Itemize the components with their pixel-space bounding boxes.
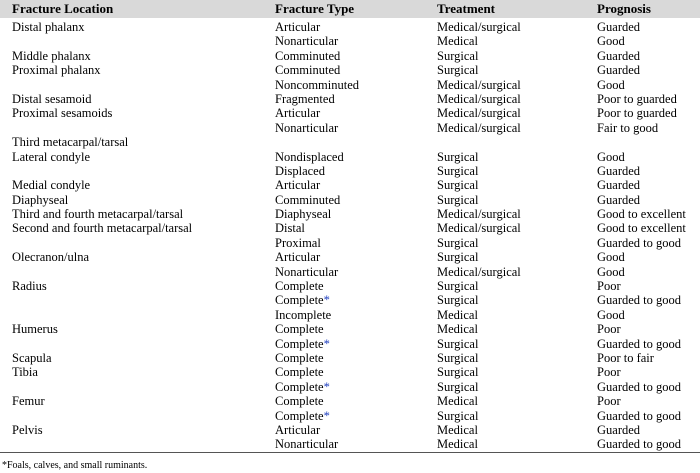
cell-treatment xyxy=(437,293,478,307)
cell-prognosis xyxy=(597,193,640,207)
cell-treatment-text: Medical/surgical xyxy=(437,20,521,34)
cell-treatment xyxy=(437,63,478,77)
table-row xyxy=(0,236,700,250)
cell-treatment-text: Surgical xyxy=(437,48,479,63)
cell-fracture-type-text: Complete xyxy=(275,279,324,294)
cell-treatment xyxy=(437,221,521,235)
cell-fracture-type-text: Comminuted xyxy=(275,192,341,207)
cell-prognosis-text: Poor xyxy=(597,394,621,409)
cell-treatment xyxy=(437,423,478,437)
cell-fracture-type xyxy=(275,236,321,250)
footnote-reference-marker: * xyxy=(323,293,330,308)
cell-fracture-location-text: Tibia xyxy=(12,365,38,380)
cell-prognosis-text: Guarded to good xyxy=(597,336,682,351)
cell-fracture-location xyxy=(12,135,128,149)
table-row xyxy=(0,193,700,207)
cell-fracture-type xyxy=(275,78,359,92)
cell-treatment xyxy=(437,193,478,207)
cell-treatment xyxy=(437,351,478,365)
cell-fracture-location xyxy=(12,351,52,365)
cell-prognosis-text: Good xyxy=(597,264,625,279)
cell-prognosis xyxy=(597,351,654,365)
cell-fracture-location xyxy=(12,221,192,235)
table-row xyxy=(0,78,700,92)
cell-fracture-location xyxy=(12,423,43,437)
footnote-marker: * xyxy=(2,460,7,471)
cell-fracture-type-text: Complete xyxy=(275,365,324,380)
cell-prognosis xyxy=(597,92,677,106)
cell-fracture-location xyxy=(12,322,58,336)
cell-treatment xyxy=(437,207,521,221)
cell-fracture-type xyxy=(275,92,335,106)
cell-prognosis-text: Guarded to good xyxy=(597,379,682,394)
cell-prognosis xyxy=(597,221,686,235)
cell-treatment-text: Surgical xyxy=(437,178,479,193)
cell-prognosis-text: Poor xyxy=(597,322,621,337)
cell-treatment-text: Medical xyxy=(437,437,478,452)
cell-treatment xyxy=(437,121,521,135)
cell-fracture-location-text: Proximal phalanx xyxy=(12,63,101,78)
cell-treatment xyxy=(437,49,478,63)
cell-fracture-type xyxy=(275,279,324,293)
cell-fracture-type-text: Nonarticular xyxy=(275,264,339,279)
cell-fracture-type xyxy=(275,293,330,307)
cell-fracture-type xyxy=(275,20,320,34)
cell-fracture-location-text: Distal sesamoid xyxy=(12,91,92,106)
cell-treatment-text: Medical xyxy=(437,322,478,337)
cell-treatment-text: Surgical xyxy=(437,336,479,351)
table-row xyxy=(0,106,700,120)
cell-treatment-text: Surgical xyxy=(437,63,479,78)
cell-treatment-text: Medical/surgical xyxy=(437,264,521,279)
cell-treatment-text: Medical xyxy=(437,394,478,409)
cell-fracture-location-text: Femur xyxy=(12,394,45,409)
cell-prognosis xyxy=(597,423,640,437)
cell-fracture-type xyxy=(275,394,324,408)
cell-treatment-text: Surgical xyxy=(437,293,479,308)
cell-prognosis xyxy=(597,164,640,178)
table-row xyxy=(0,178,700,192)
cell-prognosis xyxy=(597,409,681,423)
cell-fracture-type-text: Articular xyxy=(275,20,321,34)
cell-fracture-location xyxy=(12,92,92,106)
table-bottom-rule xyxy=(0,452,700,453)
cell-fracture-type xyxy=(275,380,330,394)
cell-fracture-type-text: Complete xyxy=(275,379,324,394)
cell-fracture-location-text: Third and fourth metacarpal/tarsal xyxy=(12,207,184,222)
cell-fracture-type-text: Displaced xyxy=(275,163,325,178)
cell-prognosis-text: Good to excellent xyxy=(597,207,686,222)
cell-fracture-location xyxy=(12,365,38,379)
table-row xyxy=(0,20,700,34)
cell-prognosis-text: Guarded to good xyxy=(597,235,682,250)
cell-prognosis-text: Poor to guarded xyxy=(597,91,677,106)
cell-prognosis-text: Guarded to good xyxy=(597,437,682,452)
cell-fracture-type-text: Nonarticular xyxy=(275,437,339,452)
cell-treatment-text: Surgical xyxy=(437,408,479,423)
cell-treatment xyxy=(437,250,478,264)
cell-fracture-type xyxy=(275,423,320,437)
cell-prognosis-text: Guarded xyxy=(597,20,641,34)
footnote-text: Foals, calves, and small ruminants. xyxy=(7,460,148,471)
cell-prognosis-text: Good xyxy=(597,34,625,49)
table-row xyxy=(0,121,700,135)
cell-prognosis-text: Poor xyxy=(597,365,621,380)
header-treatment: Treatment xyxy=(437,1,495,16)
cell-fracture-type-text: Complete xyxy=(275,322,324,337)
table-row xyxy=(0,322,700,336)
cell-prognosis-text: Guarded xyxy=(597,178,641,193)
cell-treatment xyxy=(437,236,478,250)
cell-fracture-location-text: Third metacarpal/tarsal xyxy=(12,135,129,150)
cell-prognosis-text: Poor to fair xyxy=(597,350,654,365)
cell-treatment xyxy=(437,322,478,336)
table-row xyxy=(0,150,700,164)
cell-fracture-location xyxy=(12,207,183,221)
cell-treatment-text: Surgical xyxy=(437,350,479,365)
table-row xyxy=(0,135,700,149)
cell-prognosis xyxy=(597,365,621,379)
cell-fracture-type xyxy=(275,265,338,279)
cell-fracture-type-text: Proximal xyxy=(275,235,321,250)
cell-prognosis xyxy=(597,293,681,307)
cell-prognosis-text: Guarded xyxy=(597,48,641,63)
cell-fracture-type-text: Complete xyxy=(275,350,324,365)
table-row xyxy=(0,164,700,178)
cell-prognosis-text: Good to excellent xyxy=(597,221,686,236)
cell-fracture-location-text: Lateral condyle xyxy=(12,149,91,164)
header-fracture-type: Fracture Type xyxy=(275,1,355,16)
cell-prognosis-text: Fair to good xyxy=(597,120,659,135)
table-row xyxy=(0,394,700,408)
table-row xyxy=(0,437,700,451)
footnote-reference-marker: * xyxy=(323,408,330,423)
cell-prognosis-text: Guarded xyxy=(597,422,641,437)
cell-prognosis xyxy=(597,250,625,264)
cell-fracture-type-text: Comminuted xyxy=(275,63,341,78)
cell-fracture-location-text: Second and fourth metacarpal/tarsal xyxy=(12,221,193,236)
cell-prognosis xyxy=(597,322,621,336)
table-row xyxy=(0,207,700,221)
table-row xyxy=(0,337,700,351)
table-row xyxy=(0,279,700,293)
cell-fracture-type-text: Complete xyxy=(275,336,324,351)
cell-prognosis xyxy=(597,394,621,408)
cell-treatment-text: Medical/surgical xyxy=(437,207,521,222)
cell-prognosis-text: Poor to guarded xyxy=(597,106,677,121)
cell-treatment-text: Medical xyxy=(437,307,478,322)
cell-treatment xyxy=(437,308,478,322)
cell-fracture-location-text: Proximal sesamoids xyxy=(12,106,113,121)
cell-fracture-type-text: Articular xyxy=(275,250,321,265)
cell-fracture-type-text: Nonarticular xyxy=(275,120,339,135)
table-row xyxy=(0,365,700,379)
cell-fracture-location xyxy=(12,394,45,408)
cell-fracture-location-text: Olecranon/ulna xyxy=(12,250,90,265)
table-header xyxy=(0,0,700,18)
cell-fracture-type xyxy=(275,193,340,207)
header-prognosis: Prognosis xyxy=(597,1,651,16)
cell-fracture-type xyxy=(275,106,320,120)
table-row xyxy=(0,380,700,394)
cell-treatment-text: Surgical xyxy=(437,149,479,164)
cell-prognosis xyxy=(597,380,681,394)
cell-treatment-text: Medical/surgical xyxy=(437,106,521,121)
cell-fracture-type xyxy=(275,207,331,221)
cell-fracture-type-text: Diaphyseal xyxy=(275,207,332,222)
cell-fracture-type xyxy=(275,409,330,423)
cell-fracture-type xyxy=(275,308,331,322)
cell-fracture-location-text: Middle phalanx xyxy=(12,48,91,63)
cell-treatment xyxy=(437,380,478,394)
cell-fracture-type-text: Fragmented xyxy=(275,91,335,106)
cell-prognosis xyxy=(597,236,681,250)
table-row xyxy=(0,250,700,264)
cell-treatment xyxy=(437,365,478,379)
table-row xyxy=(0,308,700,322)
cell-fracture-location-text: Medial condyle xyxy=(12,178,91,193)
cell-treatment xyxy=(437,409,478,423)
cell-treatment-text: Surgical xyxy=(437,365,479,380)
cell-treatment-text: Medical/surgical xyxy=(437,77,521,92)
cell-fracture-type-text: Nondisplaced xyxy=(275,149,344,164)
cell-fracture-location-text: Diaphyseal xyxy=(12,192,69,207)
cell-fracture-location-text: Humerus xyxy=(12,322,58,337)
cell-prognosis-text: Guarded xyxy=(597,163,641,178)
cell-fracture-location xyxy=(12,63,101,77)
cell-fracture-type xyxy=(275,221,305,235)
cell-prognosis-text: Guarded xyxy=(597,192,641,207)
table-row xyxy=(0,293,700,307)
cell-fracture-type-text: Distal xyxy=(275,221,305,236)
cell-treatment xyxy=(437,34,478,48)
cell-treatment-text: Medical xyxy=(437,422,478,437)
table-row xyxy=(0,49,700,63)
cell-treatment-text: Medical xyxy=(437,34,478,49)
cell-fracture-location xyxy=(12,193,68,207)
cell-treatment xyxy=(437,437,478,451)
cell-fracture-type xyxy=(275,365,324,379)
footnote-reference-marker: * xyxy=(323,336,330,351)
cell-fracture-location-text: Scapula xyxy=(12,350,52,365)
cell-prognosis xyxy=(597,63,640,77)
cell-fracture-type-text: Complete xyxy=(275,408,324,423)
cell-fracture-type-text: Articular xyxy=(275,422,321,437)
table-footnote xyxy=(2,460,147,472)
table-row xyxy=(0,423,700,437)
cell-prognosis-text: Good xyxy=(597,149,625,164)
cell-prognosis xyxy=(597,121,658,135)
cell-prognosis xyxy=(597,78,625,92)
cell-treatment-text: Surgical xyxy=(437,163,479,178)
cell-treatment-text: Medical/surgical xyxy=(437,120,521,135)
cell-treatment xyxy=(437,279,478,293)
footnote-reference-marker: * xyxy=(323,379,330,394)
cell-treatment-text: Surgical xyxy=(437,192,479,207)
cell-fracture-location xyxy=(12,106,112,120)
table-row xyxy=(0,34,700,48)
cell-prognosis-text: Guarded xyxy=(597,63,641,78)
cell-prognosis-text: Good xyxy=(597,250,625,265)
cell-fracture-location xyxy=(12,49,91,63)
cell-fracture-type xyxy=(275,178,320,192)
cell-prognosis xyxy=(597,207,686,221)
cell-fracture-type xyxy=(275,49,340,63)
cell-treatment xyxy=(437,394,478,408)
table-row xyxy=(0,221,700,235)
cell-treatment-text: Surgical xyxy=(437,250,479,265)
cell-fracture-type-text: Articular xyxy=(275,106,321,121)
cell-fracture-type xyxy=(275,437,338,451)
cell-fracture-type xyxy=(275,121,338,135)
cell-treatment-text: Surgical xyxy=(437,235,479,250)
cell-prognosis xyxy=(597,437,681,451)
cell-fracture-type xyxy=(275,164,325,178)
cell-fracture-type xyxy=(275,351,324,365)
table-row xyxy=(0,409,700,423)
cell-prognosis-text: Guarded to good xyxy=(597,293,682,308)
cell-fracture-type-text: Noncomminuted xyxy=(275,77,360,92)
cell-fracture-type xyxy=(275,63,340,77)
cell-fracture-location xyxy=(12,150,90,164)
cell-prognosis-text: Guarded to good xyxy=(597,408,682,423)
cell-prognosis xyxy=(597,49,640,63)
cell-treatment xyxy=(437,150,478,164)
cell-prognosis xyxy=(597,337,681,351)
table-row xyxy=(0,351,700,365)
table-body xyxy=(0,18,700,452)
cell-fracture-type xyxy=(275,250,320,264)
cell-prognosis-text: Good xyxy=(597,307,625,322)
cell-treatment-text: Surgical xyxy=(437,279,479,294)
cell-treatment xyxy=(437,265,521,279)
cell-fracture-type-text: Comminuted xyxy=(275,48,341,63)
cell-prognosis xyxy=(597,106,677,120)
cell-fracture-type xyxy=(275,337,330,351)
cell-prognosis-text: Good xyxy=(597,77,625,92)
cell-treatment xyxy=(437,78,521,92)
cell-treatment xyxy=(437,337,478,351)
cell-treatment xyxy=(437,178,478,192)
header-fracture-location: Fracture Location xyxy=(12,1,114,16)
table-row xyxy=(0,92,700,106)
cell-fracture-location xyxy=(12,20,85,34)
cell-prognosis xyxy=(597,279,621,293)
cell-fracture-location-text: Distal phalanx xyxy=(12,20,85,34)
cell-fracture-type xyxy=(275,34,338,48)
cell-treatment xyxy=(437,92,521,106)
cell-fracture-location-text: Radius xyxy=(12,279,47,294)
cell-prognosis xyxy=(597,178,640,192)
cell-fracture-location xyxy=(12,250,89,264)
cell-prognosis xyxy=(597,308,625,322)
cell-treatment xyxy=(437,164,478,178)
cell-prognosis-text: Poor xyxy=(597,279,621,294)
cell-prognosis xyxy=(597,150,625,164)
cell-prognosis xyxy=(597,265,625,279)
cell-prognosis xyxy=(597,34,625,48)
cell-fracture-type-text: Incomplete xyxy=(275,307,332,322)
cell-treatment-text: Medical/surgical xyxy=(437,221,521,236)
cell-prognosis xyxy=(597,20,640,34)
table-row xyxy=(0,63,700,77)
cell-fracture-location xyxy=(12,178,90,192)
cell-treatment-text: Medical/surgical xyxy=(437,91,521,106)
cell-fracture-type-text: Nonarticular xyxy=(275,34,339,49)
cell-fracture-location xyxy=(12,279,47,293)
cell-fracture-type-text: Articular xyxy=(275,178,321,193)
cell-fracture-type xyxy=(275,322,324,336)
cell-treatment xyxy=(437,20,521,34)
cell-fracture-type-text: Complete xyxy=(275,293,324,308)
cell-treatment xyxy=(437,106,521,120)
cell-fracture-location-text: Pelvis xyxy=(12,422,43,437)
cell-fracture-type-text: Complete xyxy=(275,394,324,409)
table-row xyxy=(0,265,700,279)
cell-treatment-text: Surgical xyxy=(437,379,479,394)
cell-fracture-type xyxy=(275,150,344,164)
